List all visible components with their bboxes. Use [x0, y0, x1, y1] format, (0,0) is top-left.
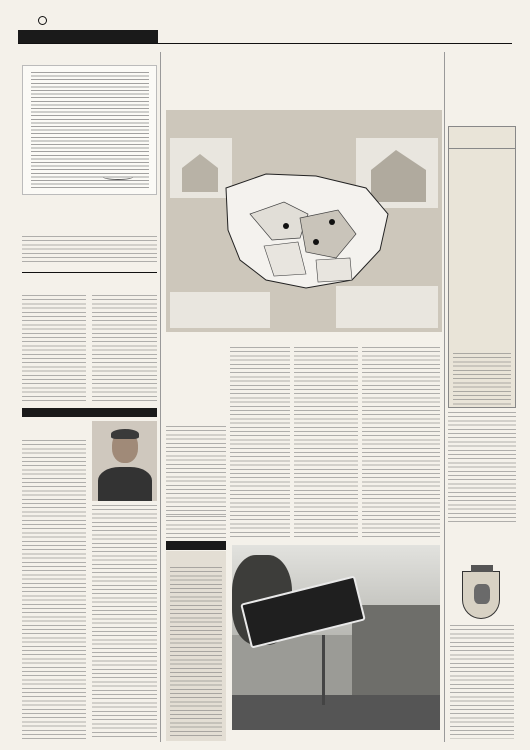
breves-header: [22, 272, 157, 292]
right-divider: [444, 52, 445, 742]
rentree-body-top: [448, 412, 516, 522]
sidebar-header: [449, 127, 515, 149]
coat-of-arms-crown: [471, 565, 493, 572]
main-col1-body2: [166, 516, 226, 538]
street-photo: [232, 545, 440, 730]
map-svg: [166, 110, 442, 332]
coat-of-arms-icon: [462, 571, 500, 619]
marker-2: [313, 239, 319, 245]
street-sign-pole: [322, 635, 325, 705]
quel-avenir-box: [166, 551, 226, 741]
publication-logo-icon: [38, 16, 47, 25]
sidebar-pourquoi: [448, 126, 516, 408]
left-divider: [160, 52, 161, 742]
symbole-block: [448, 535, 516, 740]
sidebar-body-lines: [453, 353, 511, 405]
portrait-photo: [92, 421, 157, 501]
main-col2-body: [230, 347, 290, 537]
main-col3-body: [294, 347, 358, 537]
interview-col1: [22, 440, 86, 740]
inedit-body-lines: [22, 236, 157, 264]
coat-of-arms-charge: [474, 584, 490, 604]
region-bar: [18, 30, 158, 43]
marker-3: [329, 219, 335, 225]
portrait-shoulders: [98, 467, 152, 501]
archive-letter-image: [22, 65, 157, 195]
fusion-map: [166, 110, 442, 332]
interview-col2: [92, 505, 157, 740]
masthead-rule: [18, 43, 512, 44]
symbole-body: [450, 625, 514, 739]
main-col1-body: [166, 426, 226, 516]
letter-signature-mark: [103, 174, 133, 180]
inset-photo-bottom-right: [336, 286, 438, 328]
main-col4-body: [362, 347, 440, 537]
breves-col1: [22, 295, 86, 403]
portrait-hair: [111, 429, 139, 439]
marker-1: [283, 223, 289, 229]
street-photo-road: [232, 695, 440, 730]
letter-text-lines: [31, 72, 149, 190]
chastre-zone: [316, 258, 352, 282]
quel-avenir-body: [170, 567, 222, 737]
inset-photo-bottom-left: [170, 292, 270, 328]
breves-col2: [92, 295, 157, 403]
interview-label-bar: [22, 408, 157, 417]
quel-avenir-bar: [166, 541, 226, 550]
